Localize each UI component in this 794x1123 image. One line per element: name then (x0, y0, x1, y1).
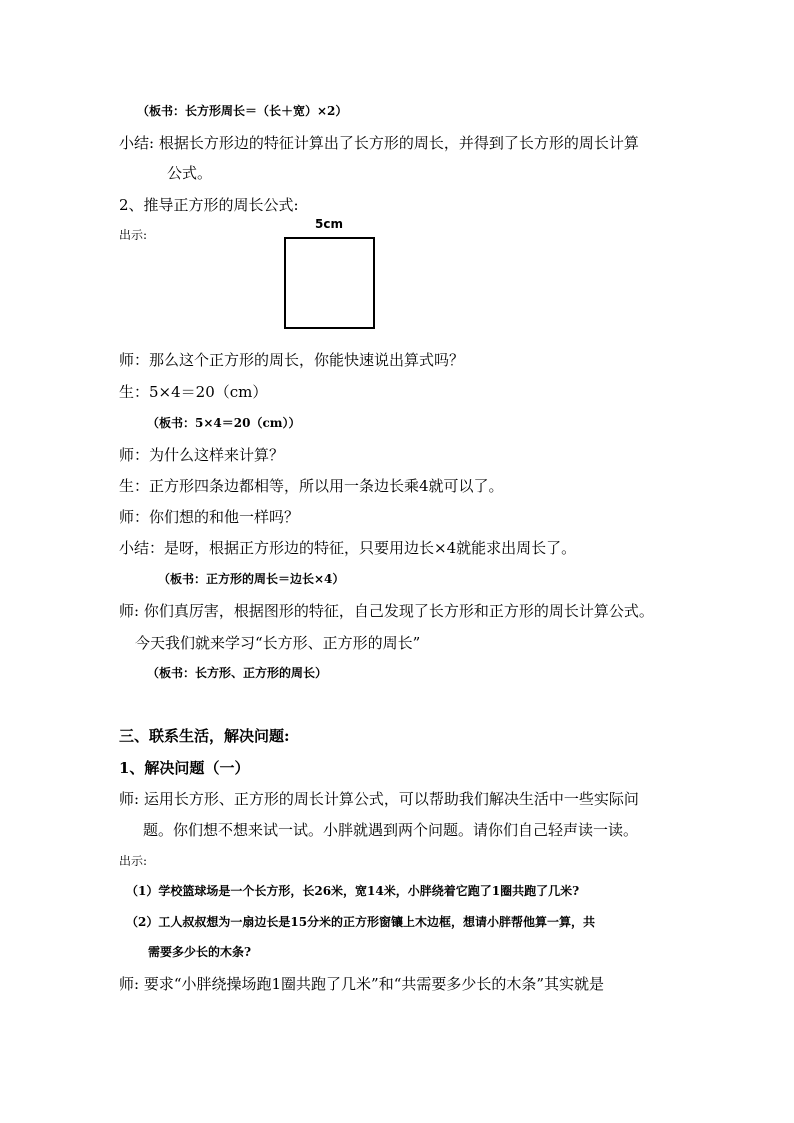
square-figure (284, 237, 375, 329)
student-line: 生：5×4＝20（cm） (119, 383, 268, 401)
teacher-line: 师: 你们真厉害，根据图形的特征，自己发现了长方形和正方形的周长计算公式。 (119, 602, 654, 620)
square-side-label: 5cm (315, 217, 343, 231)
summary-line: 小结：是呀，根据正方形边的特征，只要用边长×4就能求出周长了。 (119, 539, 577, 557)
section-heading-apply: 三、联系生活，解决问题: (119, 727, 290, 745)
board-note-square-formula: （板书：正方形的周长＝边长×4） (158, 572, 345, 586)
teacher-line: 师：你们想的和他一样吗？ (119, 508, 300, 526)
show-label: 出示: (119, 854, 148, 868)
board-note-calc: （板书：5×4＝20（cm）） (147, 416, 301, 430)
problem-1: （1）学校篮球场是一个长方形，长26米，宽14米，小胖绕着它跑了1圈共跑了几米? (126, 884, 580, 898)
teacher-line: 师: 要求“小胖绕操场跑1圈共跑了几米”和“共需要多少长的木条”其实就是 (119, 975, 605, 993)
summary-line: 小结: 根据长方形边的特征计算出了长方形的周长，并得到了长方形的周长计算 (119, 134, 639, 152)
section-heading-square-formula: 2、推导正方形的周长公式: (119, 196, 299, 214)
problem-2: （2）工人叔叔想为一扇边长是15分米的正方形窗镶上木边框，想请小胖帮他算一算，共 (126, 915, 596, 929)
teacher-line: 师：那么这个正方形的周长，你能快速说出算式吗？ (119, 351, 465, 369)
summary-line-cont: 公式。 (167, 164, 213, 182)
subsection-heading-problem-1: 1、解决问题（一） (119, 759, 250, 777)
board-note-rectangle-formula: （板书：长方形周长＝（长＋宽）×2） (137, 104, 348, 118)
student-line: 生：正方形四条边都相等，所以用一条边长乘4就可以了。 (119, 477, 504, 495)
teacher-line-cont: 今天我们就来学习“长方形、正方形的周长” (135, 634, 421, 652)
teacher-line: 师: 运用长方形、正方形的周长计算公式，可以帮助我们解决生活中一些实际问 (119, 790, 639, 808)
teacher-line-cont: 题。你们想不想来试一试。小胖就遇到两个问题。请你们自己轻声读一读。 (143, 821, 639, 839)
teacher-line: 师：为什么这样来计算？ (119, 446, 285, 464)
show-label: 出示: (119, 228, 148, 242)
board-note-topic: （板书：长方形、正方形的周长） (147, 666, 328, 680)
problem-2-cont: 需要多少长的木条? (148, 945, 252, 959)
